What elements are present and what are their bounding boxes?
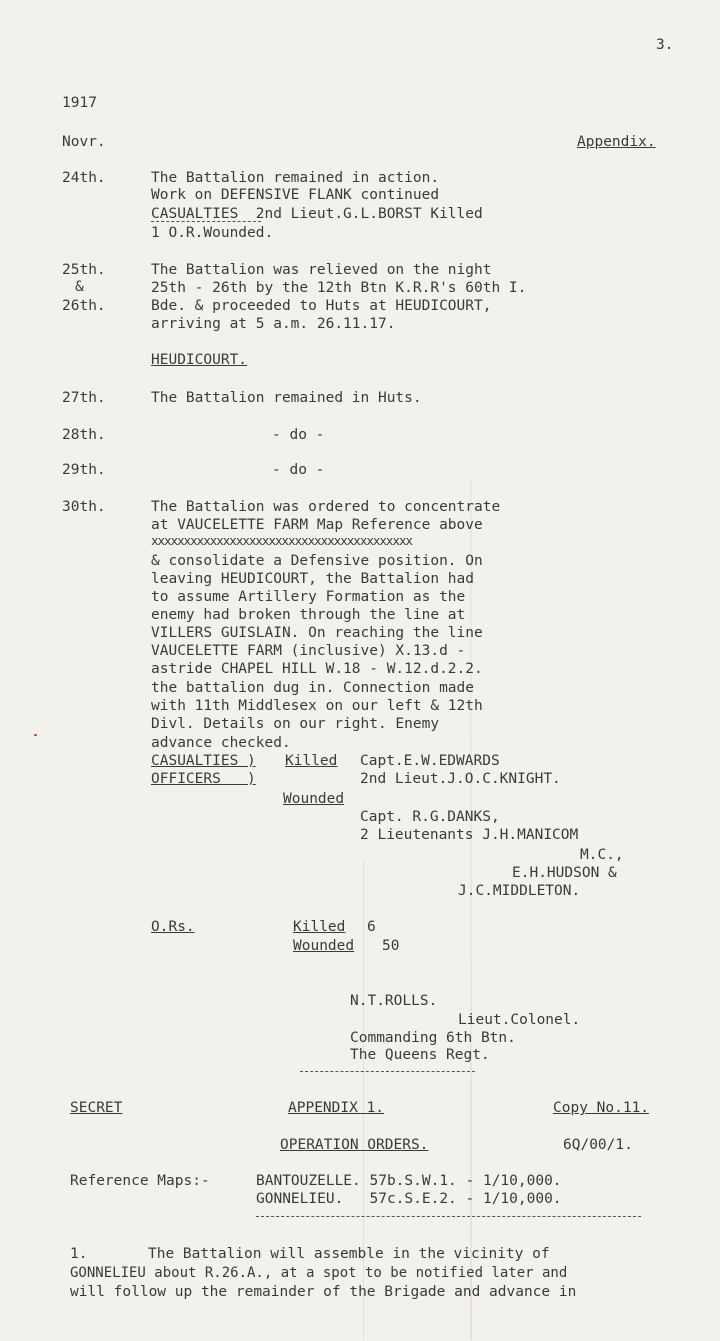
paragraph-number: 1. <box>70 1246 88 1262</box>
entry-date: 30th. <box>62 499 106 515</box>
casualties-label: OFFICERS ) <box>151 771 256 787</box>
entry-line: The Battalion was ordered to concentrate <box>151 499 501 515</box>
killed-name: Capt.E.W.EDWARDS <box>360 753 500 769</box>
entry-line: The Battalion remained in action. <box>151 170 440 186</box>
wounded-name: 2 Lieutenants J.H.MANICOM <box>360 827 579 843</box>
ors-killed-value: 6 <box>367 919 376 935</box>
location-heading: HEUDICOURT. <box>151 352 248 368</box>
entry-line: VILLERS GUISLAIN. On reaching the line <box>151 625 483 641</box>
wounded-label: Wounded <box>283 791 345 807</box>
entry-date: 26th. <box>62 298 106 314</box>
month: Novr. <box>62 134 106 150</box>
entry-line: at VAUCELETTE FARM Map Reference above <box>151 517 483 533</box>
divider-line <box>256 1216 641 1217</box>
signature-regiment: The Queens Regt. <box>350 1047 490 1063</box>
wounded-name: E.H.HUDSON & <box>512 865 617 881</box>
divider-line <box>300 1071 475 1072</box>
entry-line: enemy had broken through the line at <box>151 607 466 623</box>
entry-line: The Battalion remained in Huts. <box>151 390 422 406</box>
entry-line: Bde. & proceeded to Huts at HEUDICOURT, <box>151 298 492 314</box>
operation-orders-heading: OPERATION ORDERS. <box>280 1137 429 1153</box>
casualties-label: CASUALTIES ) <box>151 753 256 769</box>
killed-name: 2nd Lieut.J.O.C.KNIGHT. <box>360 771 561 787</box>
entry-line: to assume Artillery Formation as the <box>151 589 466 605</box>
entry-date: 29th. <box>62 462 106 478</box>
year: 1917 <box>62 95 97 111</box>
copy-number: Copy No.11. <box>553 1100 650 1116</box>
struck-through-line: xxxxxxxxxxxxxxxxxxxxxxxxxxxxxxxxxxxxxxxx <box>151 533 413 548</box>
map-reference: GONNELIEU. 57c.S.E.2. - 1/10,000. <box>256 1191 562 1207</box>
wounded-name: M.C., <box>580 847 624 863</box>
paragraph-line: will follow up the remainder of the Brigade and advance in <box>70 1284 577 1300</box>
signature-command: Commanding 6th Btn. <box>350 1030 516 1046</box>
reference-code: 6Q/00/1. <box>563 1137 633 1153</box>
paragraph-line: The Battalion will assemble in the vicinity of <box>148 1246 550 1262</box>
entry-date: 25th. <box>62 262 106 278</box>
entry-date: 28th. <box>62 427 106 443</box>
entry-line: Work on DEFENSIVE FLANK continued <box>151 187 440 203</box>
reference-maps-label: Reference Maps:- <box>70 1173 210 1189</box>
entry-line: VAUCELETTE FARM (inclusive) X.13.d - <box>151 643 466 659</box>
signature-name: N.T.ROLLS. <box>350 993 438 1009</box>
secret-label: SECRET <box>70 1100 123 1116</box>
entry-line: Divl. Details on our right. Enemy <box>151 716 440 732</box>
ors-killed-label: Killed <box>293 919 346 935</box>
underline <box>151 221 261 222</box>
entry-line: the battalion dug in. Connection made <box>151 680 475 696</box>
ors-wounded-value: 50 <box>382 938 400 954</box>
entry-date: 27th. <box>62 390 106 406</box>
entry-line: CASUALTIES 2nd Lieut.G.L.BORST Killed <box>151 206 483 222</box>
wounded-name: Capt. R.G.DANKS, <box>360 809 500 825</box>
ors-label: O.Rs. <box>151 919 195 935</box>
page-number: 3. <box>656 37 674 53</box>
ors-wounded-label: Wounded <box>293 938 355 954</box>
ditto-mark: - do - <box>272 462 325 478</box>
entry-date: 24th. <box>62 170 106 186</box>
entry-line: & consolidate a Defensive position. On <box>151 553 483 569</box>
paragraph-line: GONNELIEU about R.26.A., at a spot to be notified later and <box>70 1265 568 1281</box>
ink-mark <box>34 734 37 736</box>
killed-label: Killed <box>285 753 338 769</box>
map-reference: BANTOUZELLE. 57b.S.W.1. - 1/10,000. <box>256 1173 562 1189</box>
entry-line: 25th - 26th by the 12th Btn K.R.R's 60th I. <box>151 280 527 296</box>
entry-line: arriving at 5 a.m. 26.11.17. <box>151 316 396 332</box>
paper-crease <box>470 480 472 1340</box>
ditto-mark: - do - <box>272 427 325 443</box>
entry-line: 1 O.R.Wounded. <box>151 225 274 241</box>
entry-line: with 11th Middlesex on our left & 12th <box>151 698 483 714</box>
entry-date: & <box>75 279 84 295</box>
entry-line: The Battalion was relieved on the night <box>151 262 492 278</box>
entry-line: leaving HEUDICOURT, the Battalion had <box>151 571 475 587</box>
appendix-title: APPENDIX 1. <box>288 1100 385 1116</box>
signature-rank: Lieut.Colonel. <box>458 1012 581 1028</box>
entry-line: astride CHAPEL HILL W.18 - W.12.d.2.2. <box>151 661 483 677</box>
entry-line: advance checked. <box>151 735 291 751</box>
appendix-column-heading: Appendix. <box>577 134 656 150</box>
wounded-name: J.C.MIDDLETON. <box>458 883 581 899</box>
